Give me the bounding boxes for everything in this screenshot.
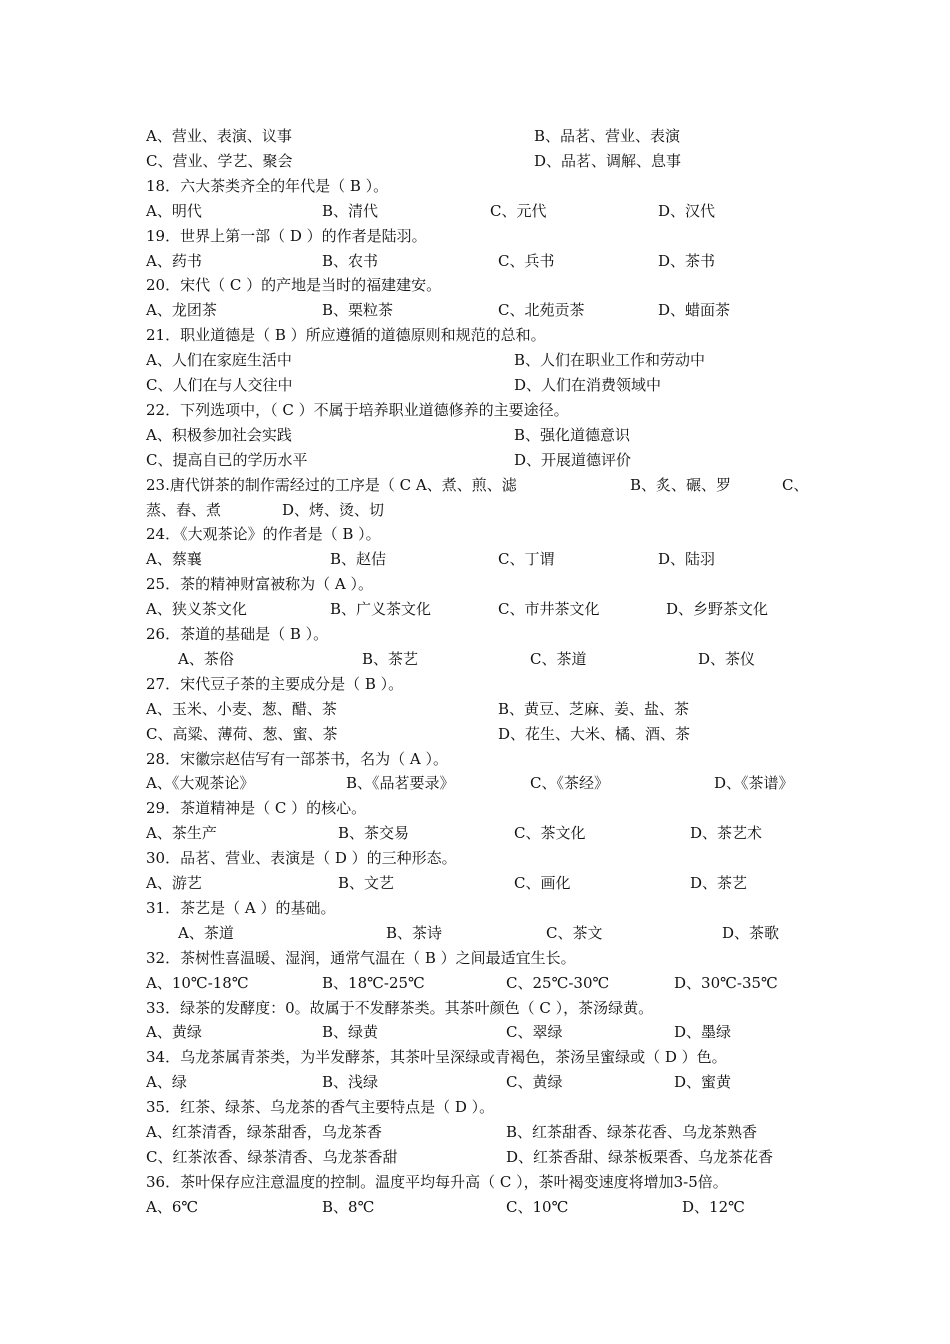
question-text: 26．茶道的基础是（ B ）。 — [146, 625, 329, 643]
question-text: 21．职业道德是（ B ）所应遵循的道德原则和规范的总和。 — [146, 326, 546, 345]
question-text: 30．品茗、营业、表演是（ D ）的三种形态。 — [146, 849, 457, 868]
options-line — [146, 124, 816, 148]
options-line — [146, 871, 816, 895]
option-text: B、炙、碾、罗 — [630, 475, 732, 494]
option-text: C、人们在与人交往中 — [146, 376, 293, 394]
option-text: B、人们在职业工作和劳动中 — [514, 351, 706, 370]
option-text: B、赵佶 — [330, 550, 387, 569]
option-text: A、积极参加社会实践 — [146, 425, 292, 444]
option-text: C、25℃-30℃ — [506, 973, 610, 992]
option-text: B、品茗、营业、表演 — [534, 127, 681, 145]
option-text: B、红茶甜香、绿茶花香、乌龙茶熟香 — [506, 1123, 758, 1141]
option-text: D、茶艺术 — [690, 824, 763, 843]
option-text: D、30℃-35℃ — [674, 973, 778, 992]
option-text: A、6℃ — [146, 1197, 199, 1216]
option-text: C、高粱、薄荷、葱、蜜、茶 — [146, 724, 338, 743]
option-text: A、营业、表演、议事 — [146, 127, 292, 145]
question-text: 27．宋代豆子茶的主要成分是（ B ）。 — [146, 674, 404, 693]
option-text: B、栗粒茶 — [322, 301, 394, 320]
option-text: B、浅绿 — [322, 1073, 379, 1092]
options-line — [146, 498, 816, 522]
question-line — [146, 224, 816, 248]
option-text: C、红茶浓香、绿茶清香、乌龙茶香甜 — [146, 1147, 398, 1166]
options-line — [146, 771, 816, 795]
option-text: B、18℃-25℃ — [322, 973, 425, 992]
options-line — [146, 821, 816, 845]
option-text: C、翠绿 — [506, 1023, 563, 1042]
question-text: 19．世界上第一部（ D ）的作者是陆羽。 — [146, 226, 427, 245]
option-text: B、农书 — [322, 251, 379, 270]
question-line — [146, 323, 816, 347]
question-line — [146, 1095, 816, 1119]
question-line — [146, 1045, 816, 1069]
question-line — [146, 174, 816, 198]
option-text: A、狭义茶文化 — [146, 600, 247, 619]
options-line — [146, 971, 816, 995]
question-line — [146, 522, 816, 546]
option-text: D、蜡面茶 — [658, 301, 731, 320]
question-text: 18．六大茶类齐全的年代是（ B ）。 — [146, 176, 389, 195]
option-text: D、茶艺 — [690, 874, 748, 892]
option-text: A、蔡襄 — [146, 550, 202, 569]
option-text: D、茶仪 — [698, 649, 756, 668]
option-text: D、12℃ — [682, 1197, 745, 1216]
options-line — [146, 423, 816, 447]
option-text: B、文艺 — [338, 874, 395, 892]
options-line — [146, 348, 816, 372]
question-line — [146, 996, 816, 1020]
option-text: C、丁谓 — [498, 550, 555, 569]
question-line — [146, 273, 816, 297]
option-text: A、茶生产 — [146, 824, 217, 843]
option-text: B、黄豆、芝麻、姜、盐、茶 — [498, 699, 690, 718]
options-line — [146, 473, 816, 497]
options-line — [146, 1145, 816, 1169]
option-text: C、茶文 — [546, 923, 603, 942]
option-text: 23.唐代饼茶的制作需经过的工序是（ C A、煮、煎、滤 — [146, 475, 517, 494]
option-text: A、玉米、小麦、葱、醋、茶 — [146, 699, 337, 718]
options-line — [146, 921, 816, 945]
question-line — [146, 572, 816, 596]
option-text: D、墨绿 — [674, 1023, 732, 1042]
option-text: D、茶书 — [658, 251, 716, 270]
option-text: D、开展道德评价 — [514, 450, 632, 469]
option-text: B、清代 — [322, 201, 379, 220]
option-text: A、药书 — [146, 251, 202, 270]
option-text: D、《茶谱》 — [714, 774, 794, 793]
options-line — [146, 1020, 816, 1044]
question-text: 24．《大观茶论》的作者是（ B ）。 — [146, 525, 381, 544]
options-line — [146, 373, 816, 397]
question-line — [146, 796, 816, 820]
option-text: D、花生、大米、橘、酒、茶 — [498, 724, 691, 743]
option-text: D、陆羽 — [658, 550, 716, 569]
question-text: 29．茶道精神是（ C ）的核心。 — [146, 799, 367, 818]
option-text: D、烤、烫、切 — [282, 500, 385, 519]
options-line — [146, 149, 816, 173]
option-text: D、蜜黄 — [674, 1073, 732, 1092]
options-line — [146, 1195, 816, 1219]
options-line — [146, 298, 816, 322]
option-text: B、《品茗要录》 — [346, 774, 455, 793]
question-text: 33．绿茶的发酵度：0。故属于不发酵茶类。其茶叶颜色（ C ），茶汤绿黄。 — [146, 998, 654, 1017]
options-line — [146, 597, 816, 621]
option-text: B、茶艺 — [362, 649, 419, 668]
option-text: A、茶道 — [178, 923, 234, 942]
option-text: B、强化道德意识 — [514, 425, 631, 444]
question-text: 34．乌龙茶属青茶类，为半发酵茶，其茶叶呈深绿或青褐色，茶汤呈蜜绿或（ D ）色。 — [146, 1048, 727, 1067]
option-text: C、市井茶文化 — [498, 600, 600, 619]
option-text: D、红茶香甜、绿茶板栗香、乌龙茶花香 — [506, 1147, 774, 1166]
option-text: B、茶诗 — [386, 923, 443, 942]
question-text: 22．下列选项中，（ C ）不属于培养职业道德修养的主要途径。 — [146, 400, 569, 419]
option-text: C、 — [782, 475, 809, 494]
question-line — [146, 747, 816, 771]
question-text: 32．茶树性喜温暖、湿润，通常气温在（ B ）之间最适宜生长。 — [146, 948, 576, 967]
option-text: A、黄绿 — [146, 1023, 202, 1042]
option-text: 蒸、舂、煮 — [146, 500, 222, 519]
option-text: C、画化 — [514, 874, 571, 892]
option-text: A、龙团茶 — [146, 301, 217, 320]
question-text: 31．茶艺是（ A ）的基础。 — [146, 898, 336, 917]
question-text: 28．宋徽宗赵佶写有一部茶书，名为（ A ）。 — [146, 749, 448, 768]
options-line — [146, 547, 816, 571]
option-text: A、明代 — [146, 201, 202, 220]
option-text: A、茶俗 — [178, 649, 234, 668]
option-text: A、游艺 — [146, 874, 202, 892]
question-line — [146, 846, 816, 870]
option-text: A、红茶清香，绿茶甜香，乌龙茶香 — [146, 1123, 382, 1141]
option-text: B、茶交易 — [338, 824, 410, 843]
option-text: C、北苑贡茶 — [498, 301, 585, 320]
option-text: A、绿 — [146, 1073, 187, 1092]
option-text: C、黄绿 — [506, 1073, 563, 1092]
question-line — [146, 398, 816, 422]
options-line — [146, 448, 816, 472]
question-line — [146, 672, 816, 696]
question-line — [146, 622, 816, 646]
option-text: B、广义茶文化 — [330, 600, 432, 619]
options-line — [146, 1070, 816, 1094]
option-text: C、营业、学艺、聚会 — [146, 151, 293, 170]
question-text: 20．宋代（ C ）的产地是当时的福建建安。 — [146, 276, 442, 295]
option-text: B、8℃ — [322, 1197, 375, 1216]
option-text: C、《茶经》 — [530, 774, 609, 793]
options-line — [146, 722, 816, 746]
question-line — [146, 946, 816, 970]
question-line — [146, 896, 816, 920]
option-text: A、人们在家庭生活中 — [146, 351, 292, 370]
option-text: C、兵书 — [498, 251, 555, 270]
option-text: C、提高自已的学历水平 — [146, 450, 308, 469]
options-line — [146, 199, 816, 223]
option-text: C、茶道 — [530, 649, 587, 668]
options-line — [146, 1120, 816, 1144]
options-line — [146, 249, 816, 273]
question-text: 25．茶的精神财富被称为（ A ）。 — [146, 575, 373, 594]
question-text: 35．红茶、绿茶、乌龙茶的香气主要特点是（ D ）。 — [146, 1098, 495, 1117]
option-text: A、10℃-18℃ — [146, 973, 249, 992]
option-text: D、品茗、调解、息事 — [534, 151, 682, 170]
option-text: C、茶文化 — [514, 824, 586, 843]
option-text: B、绿黄 — [322, 1023, 379, 1042]
question-line — [146, 1170, 816, 1194]
option-text: D、乡野茶文化 — [666, 600, 769, 619]
options-line — [146, 647, 816, 671]
option-text: A、《大观茶论》 — [146, 774, 255, 793]
option-text: D、人们在消费领域中 — [514, 376, 662, 394]
question-text: 36．茶叶保存应注意温度的控制。温度平均每升高（ C ），茶叶褐变速度将增加3-5倍。 — [146, 1172, 728, 1191]
option-text: D、茶歌 — [722, 923, 780, 942]
option-text: D、汉代 — [658, 201, 716, 220]
option-text: C、10℃ — [506, 1197, 569, 1216]
option-text: C、元代 — [490, 201, 547, 220]
options-line — [146, 697, 816, 721]
